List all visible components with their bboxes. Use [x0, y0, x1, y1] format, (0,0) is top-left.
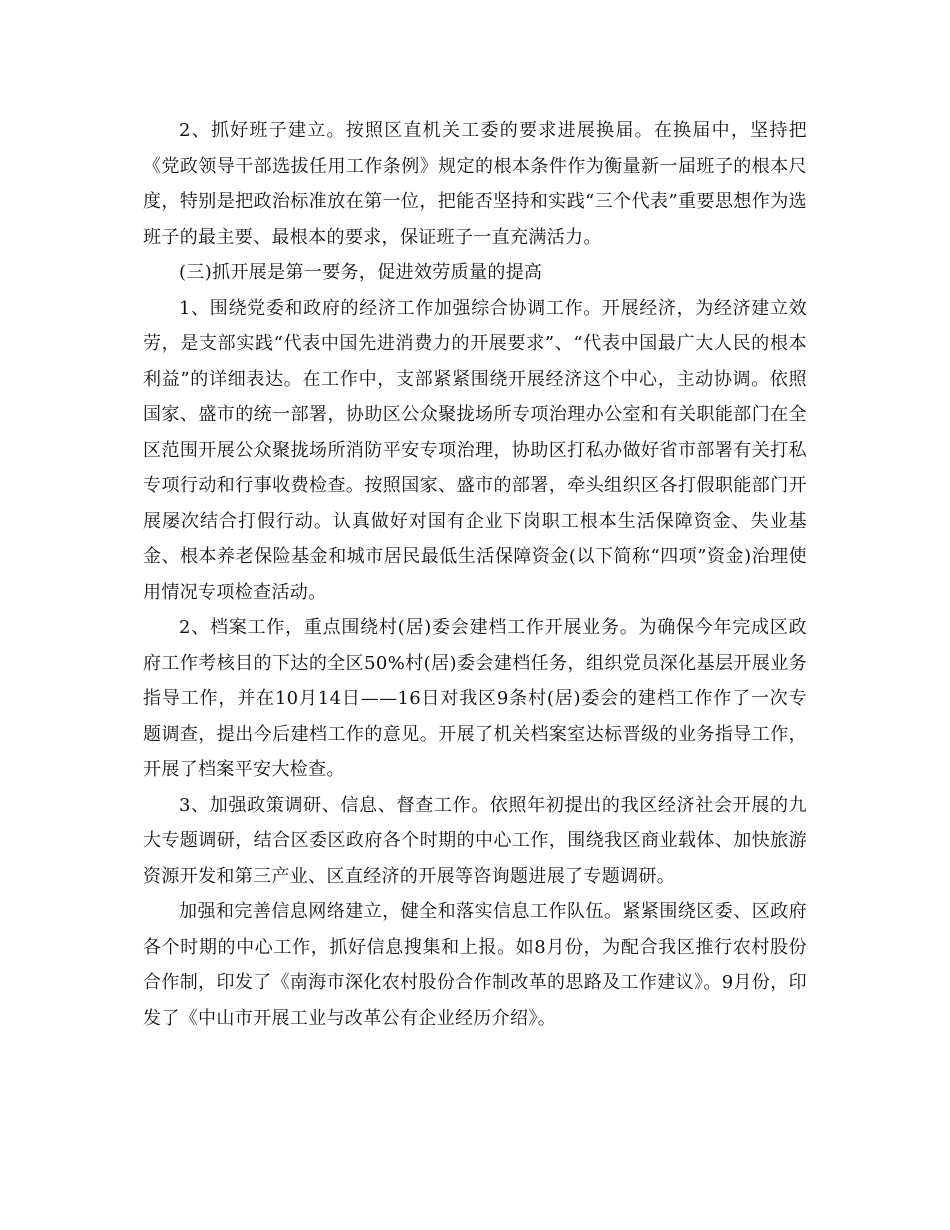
paragraph-information-network: 加强和完善信息网络建立，健全和落实信息工作队伍。紧紧围绕区委、区政府各个时期的中心工作，抓好信息搜集和上报。如8月份，为配合我区推行农村股份合作制，印发了《南海市深化农村股份合作制改革的思路及工作建议》。9月份，印发了《中山市开展工业与改革公有企业经历介绍》。	[143, 901, 807, 1029]
section-heading-development: (三)抓开展是第一要务，促进效劳质量的提高	[179, 262, 543, 283]
document-body	[143, 113, 807, 1036]
paragraph-policy-research: 3、加强政策调研、信息、督查工作。依照年初提出的我区经济社会开展的九大专题调研，结合区委区政府各个时期的中心工作，围绕我区商业载体、加快旅游资源开发和第三产业、区直经济的开展等咨询题进展了专题调研。	[143, 794, 807, 887]
paragraph-team-building: 2、抓好班子建立。按照区直机关工委的要求进展换届。在换届中，坚持把《党政领导干部选拔任用工作条例》规定的根本条件作为衡量新一届班子的根本尺度，特别是把政治标准放在第一位，把能否坚持和实践“三个代表”重要思想作为选班子的最主要、最根本的要求，保证班子一直充满活力。	[143, 120, 807, 248]
paragraph-economic-coordination: 1、围绕党委和政府的经济工作加强综合协调工作。开展经济，为经济建立效劳，是支部实践“代表中国先进消费力的开展要求”、“代表中国最广大人民的根本利益”的详细表达。在工作中，支部紧紧围绕开展经济这个中心，主动协调。依照国家、盛市的统一部署，协助区公众聚拢场所专项治理办公室和有关职能部门在全区范围开展公众聚拢场所消防平安专项治理，协助区打私办做好省市部署有关打私专项行动和行事收费检查。按照国家、盛市的部署，牵头组织区各打假职能部门开展屡次结合打假行动。认真做好对国有企业下岗职工根本生活保障资金、失业基金、根本养老保险基金和城市居民最低生活保障资金(以下简称“四项”资金)治理使用情况专项检查活动。	[143, 297, 807, 603]
paragraph-archive-work: 2、档案工作，重点围绕村(居)委会建档工作开展业务。为确保今年完成区政府工作考核目的下达的全区50%村(居)委会建档任务，组织党员深化基层开展业务指导工作，并在10月14日——16日对我区9条村(居)委会的建档工作作了一次专题调查，提出今后建档工作的意见。开展了机关档案室达标晋级的业务指导工作，开展了档案平安大检查。	[143, 617, 807, 780]
